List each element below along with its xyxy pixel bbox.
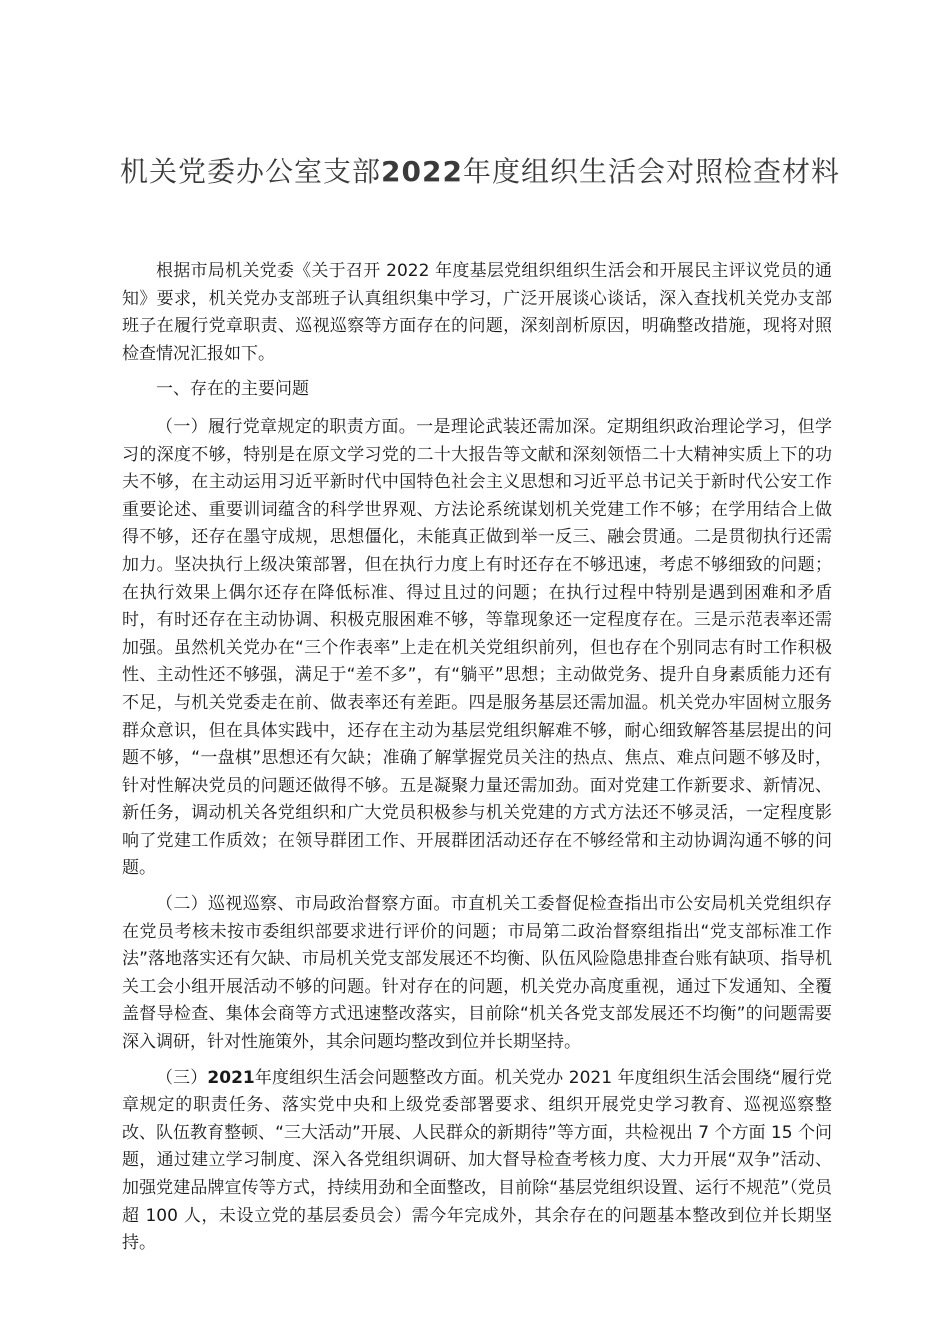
title-year: 2022 — [381, 155, 463, 188]
paragraph-2: （二）巡视巡察、市局政治督察方面。市直机关工委督促检查指出市公安局机关党组织存在党员考核未按市委组织部要求进行评价的问题；市局第二政治督察组指出“党支部标准工作法”落地落实还有欠缺、市局机关党支部发展还不均衡、队伍风险隐患排查台账有缺项、指导机关工会小组开展活动不够的问题。针对存在的问题，机关党办高度重视，通过下发通知、全覆盖督导检查、集体会商等方式迅速整改落实，目前除“机关各党支部发展还不均衡”的问题需要深入调研，针对性施策外，其余问题均整改到位并长期坚持。 — [122, 894, 832, 1053]
paragraph-3-prefix: （三） — [156, 1067, 208, 1088]
paragraph-3-text: 年度组织生活会问题整改方面。机关党办 2021 年度组织生活会围绕“履行党章规定的职责任务、落实党中央和上级党委部署要求、组织开展党史学习教育、巡视巡察整改、队伍教育整顿、“三大活动”开展、人民群众的新期待”等方面，共检视出 7 个方面 15 个问题，通过建立学习制度、深入各党组织调研、加大督导检查考核力度、大力开展“双争”活动、加强党建品牌宣传等方式，持续用劲和全面整改，目前除“基层党组织设置、运行不规范”（党员超 100 人，未设立党的基层委员会）需今年完成外，其余存在的问题基本整改到位并长期坚持。 — [122, 1067, 832, 1254]
section-heading-1: 一、存在的主要问题 — [156, 379, 309, 400]
title-part1: 机关党委办公室支部 — [120, 155, 382, 188]
paragraph-1: （一）履行党章规定的职责方面。一是理论武装还需加深。定期组织政治理论学习，但学习的深度不够，特别是在原文学习党的二十大报告等文献和深刻领悟二十大精神实质上下的功夫不够，在主动运用习近平新时代中国特色社会主义思想和习近平总书记关于新时代公安工作重要论述、重要训词蕴含的科学世界观、方法论系统谋划机关党建工作不够；在学用结合上做得不够，还存在墨守成规，思想僵化，未能真正做到举一反三、融会贯通。二是贯彻执行还需加力。坚决执行上级决策部署，但在执行力度上有时还存在不够迅速，考虑不够细致的问题；在执行效果上偶尔还存在降低标准、得过且过的问题；在执行过程中特别是遇到困难和矛盾时，有时还存在主动协调、积极克服困难不够，等靠现象还一定程度存在。三是示范表率还需加强。虽然机关党办在“三个作表率”上走在机关党组织前列，但也存在个别同志有时工作积极性、主动性还不够强，满足于“差不多”，有“躺平”思想；主动做党务、提升自身素质能力还有不足，与机关党委走在前、做表率还有差距。四是服务基层还需加温。机关党办牢固树立服务群众意识，但在具体实践中，还存在主动为基层党组织解难不够，耐心细致解答基层提出的问题不够，“一盘棋”思想还有欠缺；准确了解掌握党员关注的热点、焦点、难点问题不够及时，针对性解决党员的问题还做得不够。五是凝聚力量还需加劲。面对党建工作新要求、新情况、新任务，调动机关各党组织和广大党员积极参与机关党建的方式方法还不够灵活，一定程度影响了党建工作质效；在领导群团工作、开展群团活动还存在不够经常和主动协调沟通不够的问题。 — [122, 416, 832, 879]
title-part2: 年度组织生活会对照检查材料 — [462, 155, 840, 188]
intro-paragraph: 根据市局机关党委《关于召开 2022 年度基层党组织组织生活会和开展民主评议党员的通知》要求，机关党办支部班子认真组织集中学习，广泛开展谈心谈话，深入查找机关党办支部班子在履行党章职责、巡视巡察等方面存在的问题，深刻剖析原因，明确整改措施，现将对照检查情况汇报如下。 — [122, 261, 832, 364]
document-title — [120, 146, 840, 198]
paragraph-3-year: 2021 — [207, 1067, 255, 1088]
paragraph-3 — [122, 1065, 832, 1258]
document-body — [122, 258, 832, 1266]
